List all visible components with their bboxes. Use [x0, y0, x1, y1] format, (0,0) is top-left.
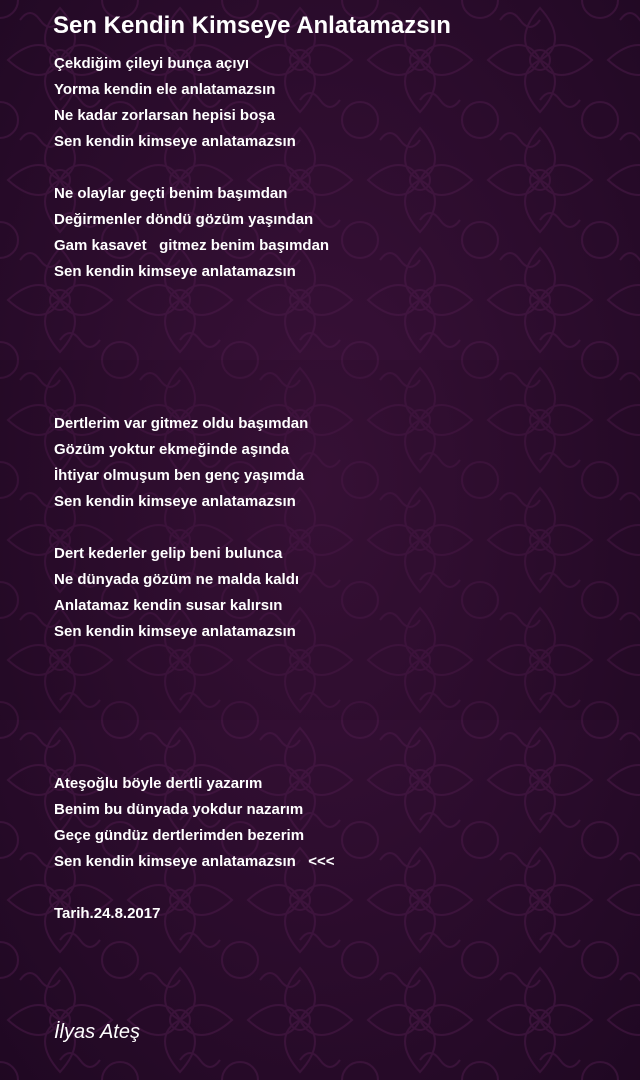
poem-line: İhtiyar olmuşum ben genç yaşımda	[54, 467, 305, 484]
poem-line: Çekdiğim çileyi bunça açıyı	[54, 55, 250, 72]
poem-title: Sen Kendin Kimseye Anlatamazsın	[53, 12, 451, 39]
poem-line: Sen kendin kimseye anlatamazsın	[54, 133, 296, 150]
poem-line: Sen kendin kimseye anlatamazsın	[54, 263, 296, 280]
poem-line: Yorma kendin ele anlatamazsın	[54, 81, 276, 98]
poem-line: Dert kederler gelip beni bulunca	[54, 545, 283, 562]
poem-author[interactable]: İlyas Ateş	[54, 1021, 140, 1043]
poem-line: Sen kendin kimseye anlatamazsın	[54, 493, 296, 510]
poem-date: Tarih.24.8.2017	[54, 905, 161, 922]
poem-line: Ne olaylar geçti benim başımdan	[54, 185, 288, 202]
poem-line: Ne dünyada gözüm ne malda kaldı	[54, 571, 300, 588]
poem-line: Ne kadar zorlarsan hepisi boşa	[54, 107, 275, 124]
poem-line: Dertlerim var gitmez oldu başımdan	[54, 415, 309, 432]
poem-line: Gözüm yoktur ekmeğinde aşında	[54, 441, 290, 458]
poem-line: Anlatamaz kendin susar kalırsın	[54, 597, 283, 614]
poem-line: Benim bu dünyada yokdur nazarım	[54, 801, 304, 818]
poem-line: Sen kendin kimseye anlatamazsın <<<	[54, 853, 335, 870]
poem-line: Ateşoğlu böyle dertli yazarım	[54, 775, 263, 792]
poem-line: Gam kasavet gitmez benim başımdan	[54, 237, 330, 254]
poem-line: Sen kendin kimseye anlatamazsın	[54, 623, 296, 640]
poem-line: Değirmenler döndü gözüm yaşından	[54, 211, 314, 228]
poem-line: Geçe gündüz dertlerimden bezerim	[54, 827, 305, 844]
